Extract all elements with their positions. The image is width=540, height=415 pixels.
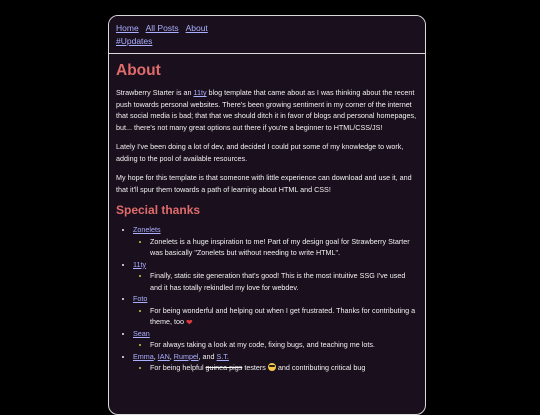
thanks-desc-group-b: testers (242, 363, 268, 372)
eleventy-link[interactable]: 11ty (193, 88, 207, 97)
ian-link[interactable]: IAN (157, 351, 170, 361)
about-paragraph-2: Lately I've been doing a lot of dev, and decided I could put some of my knowledge to work, adding to the pool of available resources. (116, 142, 404, 163)
thanks-sublist (133, 236, 418, 259)
eleventy-thanks-link[interactable]: 11ty (133, 259, 147, 269)
thanks-desc-zonelets: ▪ Zonelets is a huge inspiration to me! Part of my design goal for Strawberry Starter was basically "Zonelets but without needing to write HTML". (150, 236, 418, 259)
site-nav (109, 16, 425, 54)
st-link[interactable]: S.T. (216, 351, 229, 361)
thanks-desc-foto (150, 305, 418, 328)
sunglasses-emoji-icon (268, 363, 276, 371)
thanks-item-zonelets (133, 224, 418, 259)
rumpel-link[interactable]: Rumpel (173, 351, 199, 361)
nav-updates-link[interactable]: #Updates (116, 36, 153, 46)
page-title: About (116, 62, 161, 79)
thanks-desc-foto-text: For being wonderful and helping out when I get frustrated. Thanks for contributing a theme, too (150, 305, 416, 326)
nav-all-posts-link[interactable]: All Posts (145, 23, 179, 33)
thanks-desc-group (150, 362, 418, 374)
thanks-item-sean (133, 328, 418, 351)
thanks-sublist (133, 305, 418, 328)
sean-link[interactable]: Sean (133, 328, 150, 338)
foto-link[interactable]: Foto (133, 294, 148, 303)
nav-primary-row (116, 22, 418, 35)
about-p1-text-b: blog template that came about as I was thinking about the recent push towards personal websites. There's been growing sentiment in my corner of the internet that social media is bad; that that we should ditch it in favor of blogs and personal homepages, but... there's not many great options out there if you're a beginner to HTML/CSS/JS! (116, 88, 417, 132)
thanks-desc-group-a: For being helpful (150, 363, 206, 372)
thanks-sublist (133, 362, 418, 374)
name-separator: , and (198, 351, 217, 361)
strikethrough-text: guinea pigs (205, 363, 243, 372)
about-paragraph-1 (116, 87, 418, 133)
thanks-list (116, 224, 418, 374)
nav-home-link[interactable]: Home (116, 23, 139, 33)
heart-icon: ❤ (185, 318, 193, 327)
nav-secondary-row (116, 35, 418, 48)
thanks-sublist (133, 270, 418, 293)
thanks-desc-sean: ▪ For always taking a look at my code, fixing bugs, and teaching me lots. (150, 339, 418, 351)
about-p1-text-a: Strawberry Starter is an (116, 88, 194, 97)
emma-link[interactable]: Emma (133, 351, 154, 361)
thanks-desc-group-c: and contributing critical bug (275, 363, 366, 372)
thanks-desc-11ty: ▪ Finally, static site generation that's good! This is the most intuitive SSG I've used and it has totally rekindled my love for webdev. (150, 270, 418, 293)
thanks-item-foto (133, 293, 418, 328)
about-paragraph-3: My hope for this template is that someone with little experience can download and use it, and that it'll spur them towards a path of learning about HTML and CSS! (116, 173, 412, 194)
thanks-sublist (133, 339, 418, 351)
name-separator: , (153, 351, 158, 361)
special-thanks-heading: Special thanks (116, 203, 201, 217)
page-card (108, 15, 426, 415)
zonelets-link[interactable]: Zonelets (133, 225, 161, 234)
thanks-item-group (133, 351, 418, 374)
name-separator: , (169, 351, 174, 361)
nav-about-link[interactable]: About (185, 23, 208, 33)
main-content (109, 54, 425, 374)
thanks-item-11ty (133, 259, 418, 294)
